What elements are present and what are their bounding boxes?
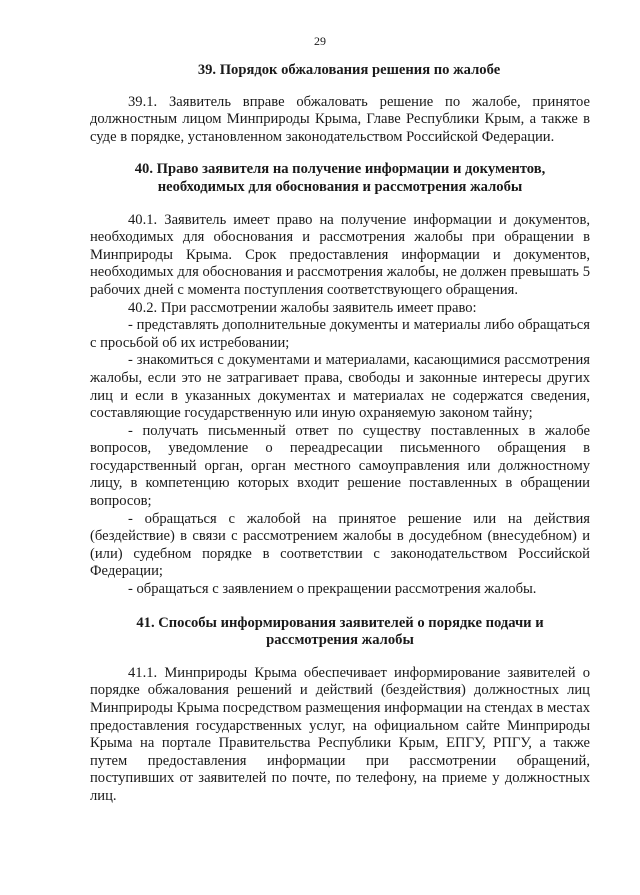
paragraph-39-1: 39.1. Заявитель вправе обжаловать решение по жалобе, принятое должностным лицом Минприроды Крыма, Главе Республики Крым, а также в суде в порядке, установленном законодательством Российской Федерации. xyxy=(90,93,590,145)
paragraph-40-2: 40.2. При рассмотрении жалобы заявитель имеет право: xyxy=(128,299,477,316)
paragraph-41-1: 41.1. Минприроды Крыма обеспечивает информирование заявителей о порядке обжалования решений и действий (бездействия) должностных лиц Минприроды Крыма посредством размещения информации на стендах в местах предоставления государственных услуг, на официальном сайте Минприроды Крыма на портале Правительства Республики Крым, ЕПГУ, РПГУ, а также путем предоставления информации при рассмотрении обращений, поступивших от заявителей по почте, по телефону, на приеме у должностных лиц. xyxy=(90,664,590,804)
section-40-heading: 40. Право заявителя на получение информации и документов, необходимых для обоснования и рассмотрения жалобы xyxy=(134,161,546,195)
list-item: - представлять дополнительные документы и материалы либо обращаться с просьбой об их истребовании; xyxy=(90,317,590,351)
section-41-heading: 41. Способы информирования заявителей о порядке подачи и рассмотрения жалобы xyxy=(136,614,544,649)
page-number: 29 xyxy=(314,34,326,48)
section-39 xyxy=(90,62,590,146)
list-item: - обращаться с жалобой на принятое решение или на действия (бездействие) в связи с рассмотрением жалобы в досудебном (внесудебном) и (или) судебном порядке в соответствии с законодательством Российской Федерации; xyxy=(90,510,590,580)
section-41 xyxy=(90,615,590,806)
paragraph-40-1: 40.1. Заявитель имеет право на получение информации и документов, необходимых для обоснования и рассмотрения жалобы при обращении в Минприроды Крыма. Срок предоставления информации и документов, необходимых для обоснования и рассмотрения жалобы, не должен превышать 5 рабочих дней с момента поступления соответствующего обращения. xyxy=(90,211,590,298)
document-body xyxy=(90,62,590,806)
list-item: - получать письменный ответ по существу поставленных в жалобе вопросов, уведомление о переадресации письменного обращения в государственный орган, орган местного самоуправления или должностному лицу, в компетенцию которых входит решение поставленных в обращении вопросов; xyxy=(90,422,590,510)
list-item: - обращаться с заявлением о прекращении рассмотрения жалобы. xyxy=(128,581,537,598)
list-item: - знакомиться с документами и материалами, касающимися рассмотрения жалобы, если это не затрагивает права, свободы и законные интересы других лиц и если в указанных документах и материалах не содержатся сведения, составляющие государственную или иную охраняемую законом тайну; xyxy=(90,352,590,422)
section-40 xyxy=(90,161,590,598)
section-39-heading: 39. Порядок обжалования решения по жалобе xyxy=(197,62,501,78)
